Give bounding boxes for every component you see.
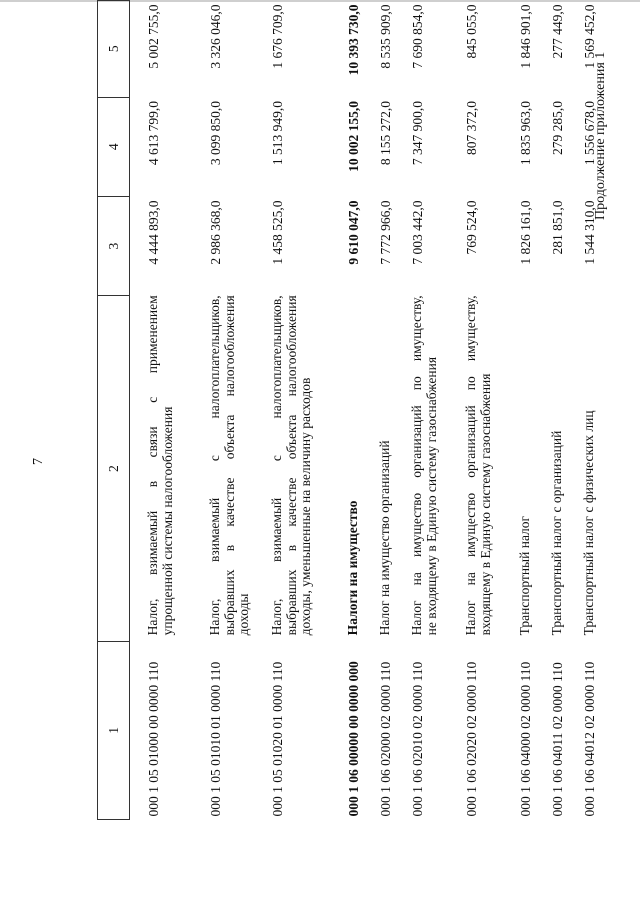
value-col3-cell <box>394 196 448 295</box>
row-code: 000 1 05 01010 01 0000 110 <box>208 661 223 817</box>
value-col4-cell <box>566 97 600 196</box>
value-col4-cell <box>448 97 502 196</box>
value-col3-cell <box>254 196 330 295</box>
value-col5: 5 002 755,0 <box>146 4 161 69</box>
table-row <box>254 1 330 820</box>
row-name <box>582 295 597 635</box>
value-col4: 7 347 900,0 <box>410 101 425 166</box>
value-col5-cell <box>502 1 534 98</box>
row-name-line: доходы <box>236 593 252 636</box>
row-name <box>410 295 439 635</box>
row-name <box>346 295 361 635</box>
value-col3: 9 610 047,0 <box>346 200 361 265</box>
row-name <box>464 295 493 635</box>
row-name-line: Налог, взимаемый с налогоплательщиков, <box>269 295 284 636</box>
value-col3-cell <box>448 196 502 295</box>
value-col5: 10 393 730,0 <box>346 4 361 76</box>
value-col4: 807 372,0 <box>464 101 479 156</box>
row-code-cell <box>130 641 193 819</box>
row-code-cell <box>534 641 566 819</box>
row-name-line: Транспортный налог с организаций <box>549 430 564 636</box>
row-code: 000 1 06 00000 00 0000 000 <box>346 661 361 817</box>
row-name-line: Налоги на имущество <box>345 500 360 636</box>
row-name-line: доходы, уменьшенные на величину расходов <box>298 377 314 636</box>
row-name-line: Транспортный налог <box>517 515 532 636</box>
value-col3: 281 851,0 <box>550 200 565 255</box>
value-col3-cell <box>566 196 600 295</box>
value-col4-cell <box>330 97 362 196</box>
value-col4-cell <box>192 97 254 196</box>
value-col5-cell <box>362 1 394 98</box>
row-code: 000 1 06 02010 02 0000 110 <box>410 661 425 817</box>
row-code-cell <box>362 641 394 819</box>
row-name-cell <box>502 296 534 641</box>
column-header: 4 <box>98 97 130 196</box>
row-code: 000 1 06 04000 02 0000 110 <box>518 661 533 817</box>
value-col5: 277 449,0 <box>550 4 565 59</box>
row-code: 000 1 06 04011 02 0000 110 <box>550 662 565 817</box>
row-name <box>146 295 175 635</box>
row-name-cell <box>254 296 330 641</box>
value-col3-cell <box>502 196 534 295</box>
value-col3-cell <box>330 196 362 295</box>
row-code-cell <box>502 641 534 819</box>
value-col4: 8 155 272,0 <box>378 101 393 166</box>
row-name <box>550 295 565 635</box>
value-col5-cell <box>534 1 566 98</box>
value-col5: 1 846 901,0 <box>518 4 533 69</box>
value-col5: 1 569 452,0 <box>582 4 597 69</box>
value-col5: 3 326 046,0 <box>208 4 223 69</box>
row-code-cell <box>566 641 600 819</box>
value-col4: 279 285,0 <box>550 101 565 156</box>
value-col3: 7 003 442,0 <box>410 200 425 265</box>
value-col5-cell <box>330 1 362 98</box>
value-col5-cell <box>566 1 600 98</box>
value-col3-cell <box>192 196 254 295</box>
row-name <box>208 295 252 635</box>
table-row <box>394 1 448 820</box>
row-code: 000 1 06 02020 02 0000 110 <box>464 661 479 817</box>
appendix-caption: Продолжение приложения 1 <box>593 51 608 220</box>
value-col4: 1 513 949,0 <box>270 101 285 166</box>
value-col3: 7 772 966,0 <box>378 200 393 265</box>
row-code: 000 1 05 01020 01 0000 110 <box>270 661 285 817</box>
row-code-cell <box>254 641 330 819</box>
row-name-cell <box>362 296 394 641</box>
column-header: 5 <box>98 1 130 98</box>
row-name-cell <box>330 296 362 641</box>
row-name-cell <box>448 296 502 641</box>
value-col4: 4 613 799,0 <box>146 101 161 166</box>
row-name-line: Налог на имущество организаций <box>377 440 392 636</box>
column-header: 3 <box>98 196 130 295</box>
row-name-cell <box>534 296 566 641</box>
value-col3-cell <box>130 196 193 295</box>
row-name-line: Транспортный налог с физических лиц <box>581 410 596 636</box>
value-col3: 1 544 310,0 <box>582 200 597 265</box>
value-col3: 769 524,0 <box>464 200 479 255</box>
value-col4-cell <box>362 97 394 196</box>
table-body <box>130 1 601 820</box>
value-col4-cell <box>254 97 330 196</box>
value-col3-cell <box>362 196 394 295</box>
row-name-line: Налог, взимаемый в связи с применением <box>145 295 160 636</box>
row-name-line: выбравших в качестве объекта налогообложения <box>221 295 237 636</box>
row-name <box>270 295 314 635</box>
table-row <box>566 1 600 820</box>
value-col4: 3 099 850,0 <box>208 101 223 166</box>
value-col4: 10 002 155,0 <box>346 101 361 172</box>
value-col4-cell <box>534 97 566 196</box>
table-row <box>192 1 254 820</box>
row-name-cell <box>130 296 193 641</box>
value-col5-cell <box>254 1 330 98</box>
row-code-cell <box>448 641 502 819</box>
value-col5-cell <box>130 1 193 98</box>
row-name-cell <box>394 296 448 641</box>
value-col5-cell <box>192 1 254 98</box>
value-col5: 845 055,0 <box>464 4 479 59</box>
row-name-line: входящему в Единую систему газоснабжения <box>477 373 493 636</box>
column-number-row <box>98 1 130 820</box>
row-name-line: Налог, взимаемый с налогоплательщиков, <box>207 295 222 636</box>
row-name-line: Налог на имущество организаций по имуществу, <box>409 295 424 636</box>
row-name-line: упрощенной системы налогообложения <box>159 406 175 636</box>
value-col5: 7 690 854,0 <box>410 4 425 69</box>
budget-table <box>97 0 600 820</box>
table-row <box>502 1 534 820</box>
value-col3-cell <box>534 196 566 295</box>
value-col4-cell <box>394 97 448 196</box>
row-name-line: не входящему в Единую систему газоснабжения <box>423 356 439 636</box>
row-code-cell <box>394 641 448 819</box>
table-row <box>330 1 362 820</box>
value-col4-cell <box>502 97 534 196</box>
column-header: 2 <box>98 296 130 641</box>
row-code-cell <box>330 641 362 819</box>
value-col4: 1 835 963,0 <box>518 101 533 166</box>
value-col3: 1 826 161,0 <box>518 200 533 265</box>
value-col4: 1 556 678,0 <box>582 101 597 166</box>
row-name <box>378 295 393 635</box>
row-name-line: выбравших в качестве объекта налогообложения <box>283 295 299 636</box>
value-col3: 2 986 368,0 <box>208 200 223 265</box>
column-header: 1 <box>98 641 130 819</box>
page-number: 7 <box>31 458 46 465</box>
value-col3: 1 458 525,0 <box>270 200 285 265</box>
row-name-cell <box>192 296 254 641</box>
row-code: 000 1 06 04012 02 0000 110 <box>582 661 597 817</box>
value-col3: 4 444 893,0 <box>146 200 161 265</box>
value-col5-cell <box>448 1 502 98</box>
table-row <box>130 1 193 820</box>
row-name-line: Налог на имущество организаций по имуществу, <box>463 295 478 636</box>
value-col5: 8 535 909,0 <box>378 4 393 69</box>
table-row <box>448 1 502 820</box>
table-row <box>362 1 394 820</box>
row-code: 000 1 06 02000 02 0000 110 <box>378 661 393 817</box>
row-code: 000 1 05 01000 00 0000 110 <box>146 661 161 817</box>
value-col5-cell <box>394 1 448 98</box>
row-name-cell <box>566 296 600 641</box>
value-col4-cell <box>130 97 193 196</box>
value-col5: 1 676 709,0 <box>270 4 285 69</box>
row-name <box>518 295 533 635</box>
table-row <box>534 1 566 820</box>
row-code-cell <box>192 641 254 819</box>
